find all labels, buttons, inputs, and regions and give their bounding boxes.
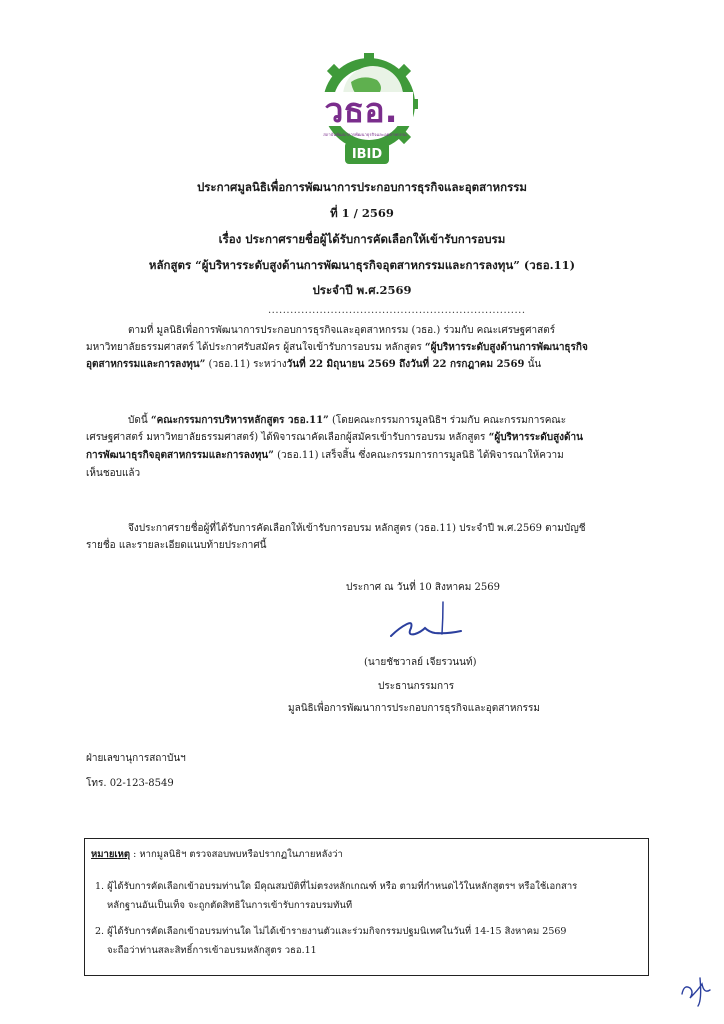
handwritten-initial — [676, 970, 716, 1010]
para1-line3-text: (วธอ.11) ระหว่าง — [205, 359, 287, 370]
signer-position: ประธานกรรมการ — [378, 681, 455, 692]
announcement-date: ประกาศ ณ วันที่ 10 สิงหาคม 2569 — [346, 582, 500, 593]
para3-line1: จึงประกาศรายชื่อผู้ที่ได้รับการคัดเลือกให้เข้ารับการอบรม หลักสูตร (วธอ.11) ประจำปี พ.ศ.2569 ตามบัญชี — [128, 523, 586, 534]
contact-department: ฝ่ายเลขานุการสถาบันฯ — [86, 753, 186, 764]
para2-line3-text: (วธอ.11) เสร็จสิ้น ซึ่งคณะกรรมการการมูลนิธิ ได้พิจารณาให้ความ — [273, 450, 564, 461]
header-divider: ...................................................................... — [268, 305, 526, 316]
note-header — [91, 849, 343, 861]
para2-course-name: “ผู้บริหารระดับสูงด้าน — [488, 432, 584, 443]
para2-line1-end: (โดยคณะกรรมการมูลนิธิฯ ร่วมกับ คณะกรรมการคณะ — [328, 415, 567, 426]
note-item-1-cont: หลักฐานอันเป็นเท็จ จะถูกตัดสิทธิในการเข้ารับการอบรมทันที — [107, 900, 353, 911]
logo-badge: IBID — [351, 147, 383, 162]
para1-course-name: “ผู้บริหารระดับสูงด้านการพัฒนาธุรกิจ — [424, 342, 588, 353]
logo-wordmark: วธอ. — [324, 91, 398, 131]
para1-application-period: วันที่ 22 มิถุนายน 2569 ถึงวันที่ 22 กรกฎาคม 2569 — [286, 359, 525, 370]
announcement-year: ประจำปี พ.ศ.2569 — [312, 283, 412, 297]
note-box — [84, 838, 649, 976]
note-item-1: 1. ผู้ได้รับการคัดเลือกเข้าอบรมท่านใด มีคุณสมบัติที่ไม่ตรงหลักเกณฑ์ หรือ ตามที่กำหนดไว้ในหลักสูตรฯ หรือใช้เอกสาร — [95, 881, 578, 892]
para2-line1-start: บัดนี้ — [128, 415, 151, 426]
para2-course-name-cont: การพัฒนาธุรกิจอุตสาหกรรมและการลงทุน” — [86, 450, 274, 461]
ibid-logo — [303, 52, 421, 172]
note-item-2: 2. ผู้ได้รับการคัดเลือกเข้าอบรมท่านใด ไม่ได้เข้ารายงานตัวและร่วมกิจกรรมปฐมนิเทศในวันที่ 14-15 สิงหาคม 2569 — [95, 926, 567, 937]
course-title: หลักสูตร “ผู้บริหารระดับสูงด้านการพัฒนาธุรกิจอุตสาหกรรมและการลงทุน” (วธอ.11) — [148, 258, 576, 272]
signer-name: (นายชัชวาลย์ เจียรวนนท์) — [364, 657, 477, 668]
announcement-subject: เรื่อง ประกาศรายชื่อผู้ได้รับการคัดเลือกให้เข้ารับการอบรม — [218, 232, 506, 246]
para2-line2 — [86, 431, 583, 444]
para2-line2-text: เศรษฐศาสตร์ มหาวิทยาลัยธรรมศาสตร์) ได้พิจารณาคัดเลือกผู้สมัครเข้ารับการอบรม หลักสูตร — [86, 432, 489, 443]
para2-committee-name: “คณะกรรมการบริหารหลักสูตร วธอ.11” — [150, 415, 329, 426]
note-intro: : หากมูลนิธิฯ ตรวจสอบพบหรือปรากฏในภายหลังว่า — [130, 849, 343, 860]
announcement-issuer: ประกาศมูลนิธิเพื่อการพัฒนาการประกอบการธุรกิจและอุตสาหกรรม — [196, 180, 528, 194]
para2-line4: เห็นชอบแล้ว — [86, 468, 141, 479]
signature-image — [385, 598, 465, 644]
para1-line3 — [86, 358, 541, 371]
para2-line3 — [86, 449, 564, 462]
announcement-number: ที่ 1 / 2569 — [330, 206, 394, 220]
para1-line2-text: มหาวิทยาลัยธรรมศาสตร์ ได้ประกาศรับสมัคร ผู้สนใจเข้ารับการอบรม หลักสูตร — [86, 342, 425, 353]
para1-line3-end: นั้น — [524, 359, 542, 370]
signer-organization: มูลนิธิเพื่อการพัฒนาการประกอบการธุรกิจและอุตสาหกรรม — [288, 703, 540, 714]
para1-line1: ตามที่ มูลนิธิเพื่อการพัฒนาการประกอบการธุรกิจและอุตสาหกรรม (วธอ.) ร่วมกับ คณะเศรษฐศาสตร์ — [128, 325, 556, 336]
para2-line1 — [128, 414, 566, 427]
note-item-2-cont: จะถือว่าท่านสละสิทธิ์การเข้าอบรมหลักสูตร วธอ.11 — [107, 945, 317, 956]
logo-org-small: สถาบันพัฒนาการพัฒนาธุรกิจและอุตสาหกรรม — [323, 132, 407, 137]
para1-line2 — [86, 341, 588, 354]
para3-line2: รายชื่อ และรายละเอียดแนบท้ายประกาศนี้ — [86, 540, 267, 551]
note-label: หมายเหตุ — [91, 849, 131, 860]
para1-course-name-cont: อุตสาหกรรมและการลงทุน” — [86, 359, 206, 370]
contact-phone: โทร. 02-123-8549 — [86, 778, 174, 789]
